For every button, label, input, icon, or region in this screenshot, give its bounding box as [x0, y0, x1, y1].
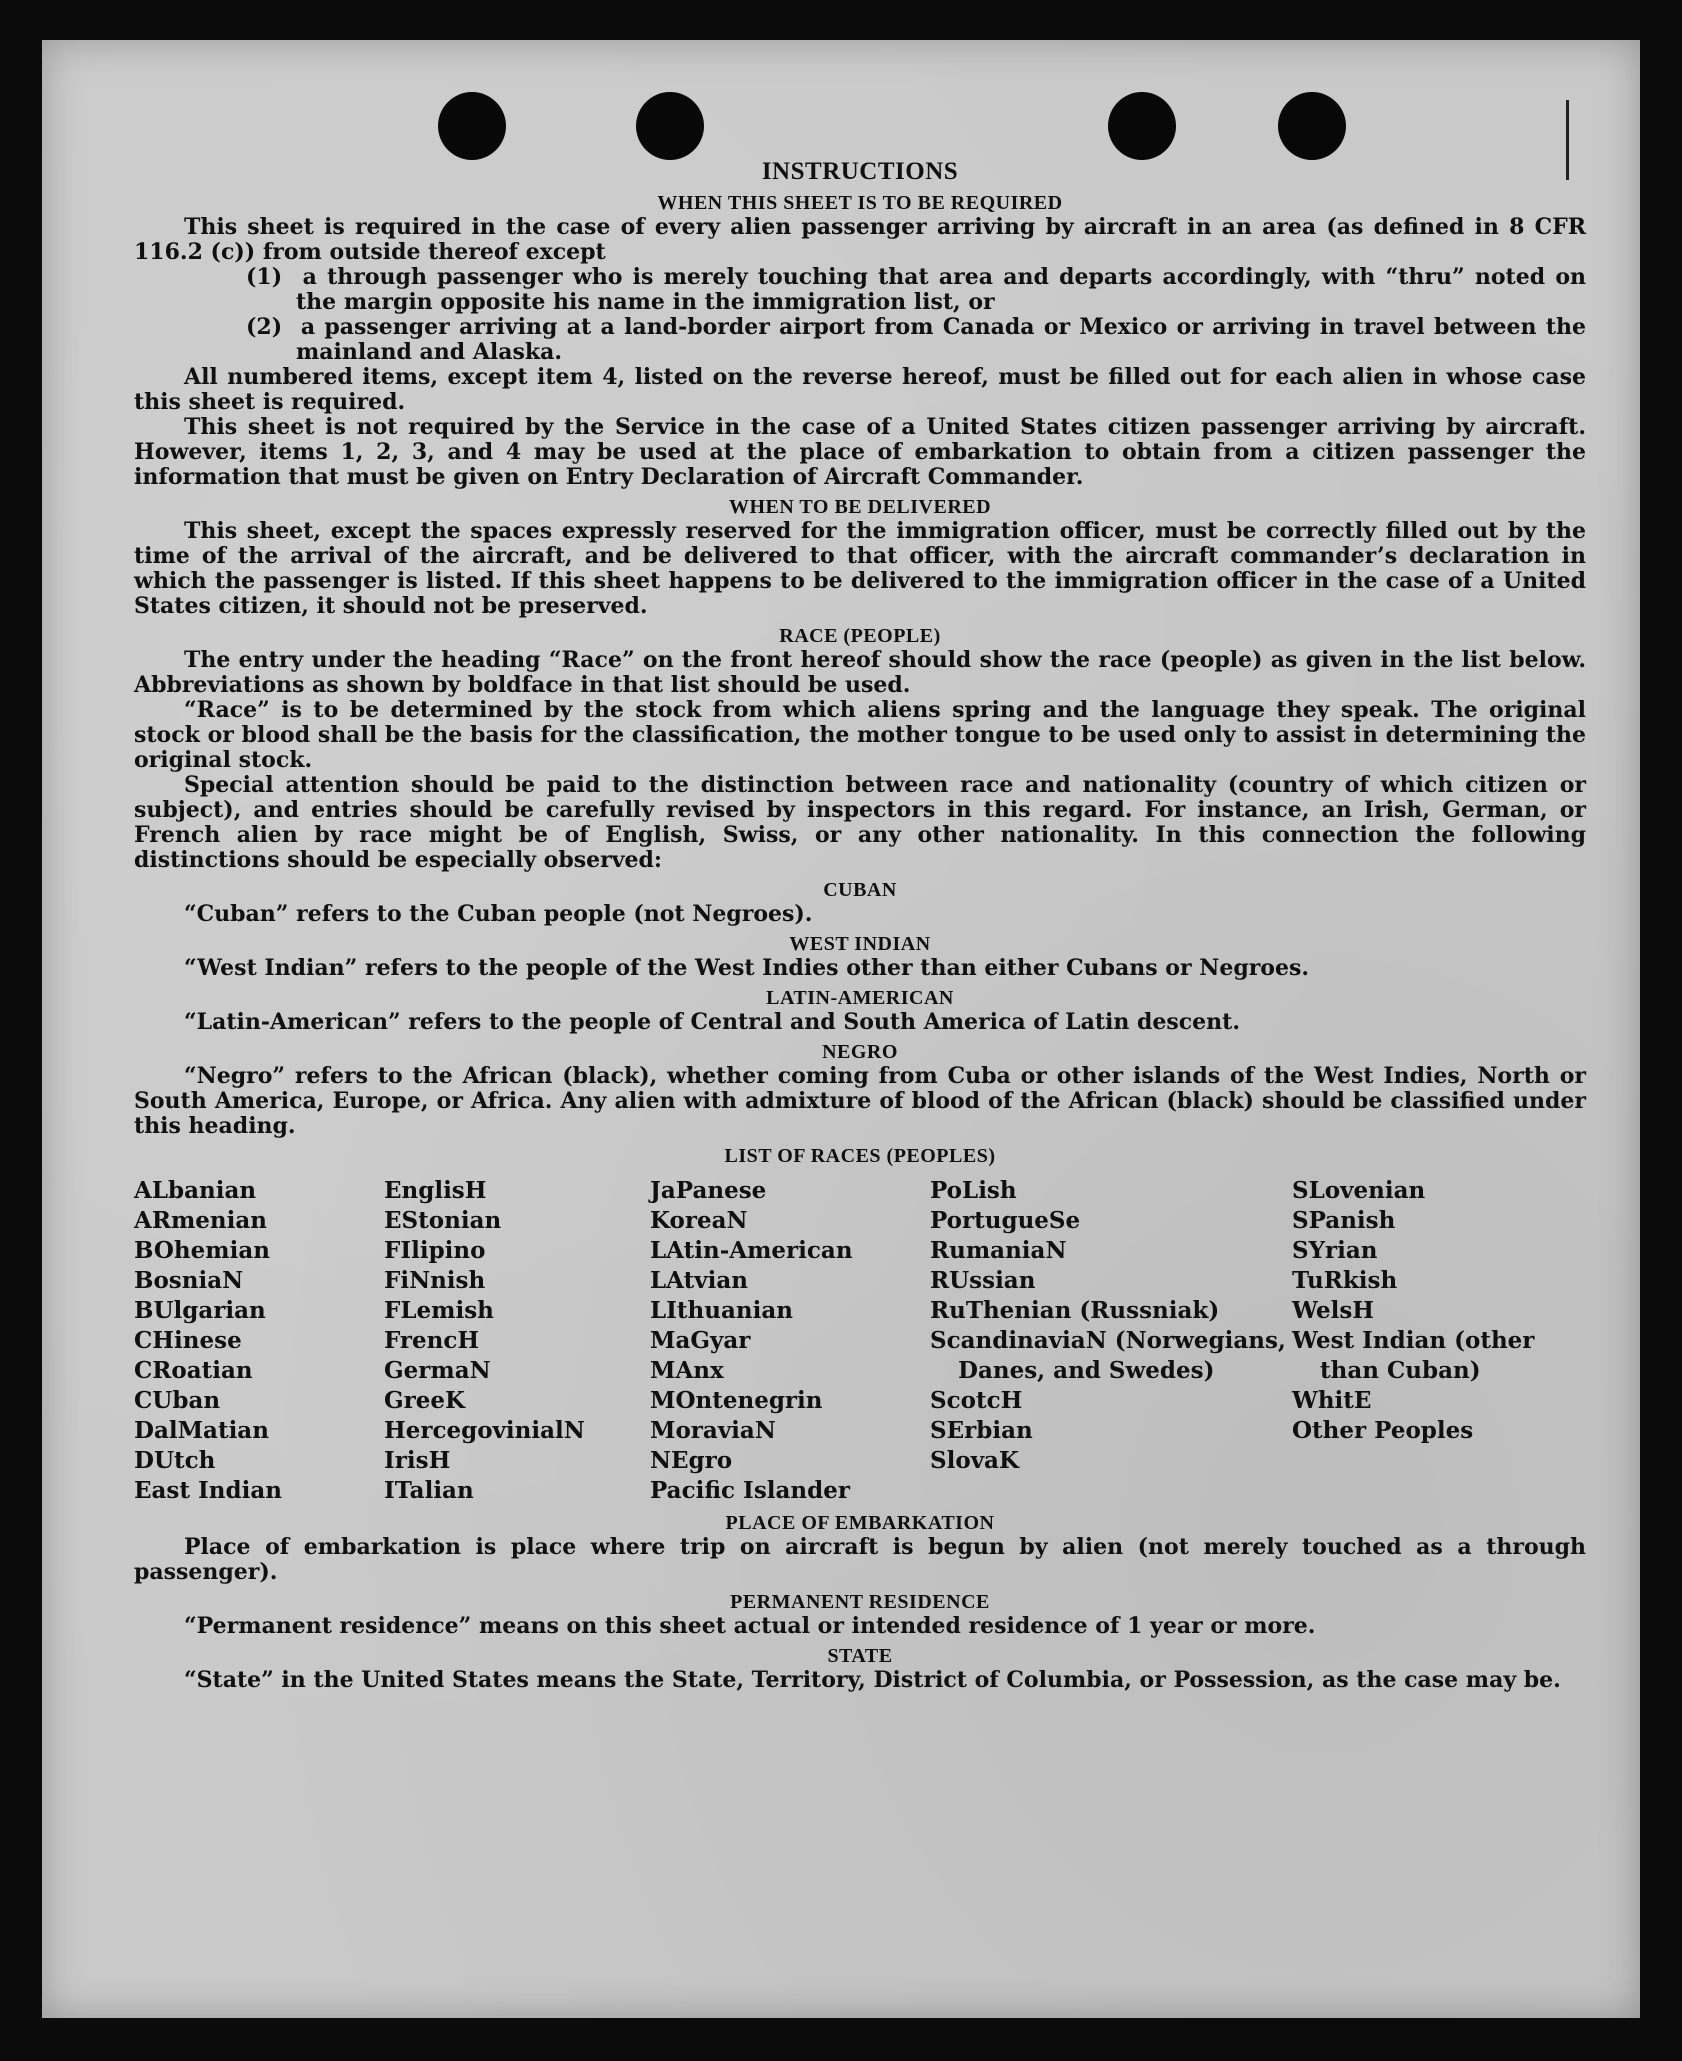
- race-entry: CUban: [134, 1387, 221, 1414]
- race-entry: SlovaK: [930, 1447, 1019, 1474]
- race-entry: IrisH: [384, 1447, 451, 1474]
- race-entry: NEgro: [650, 1447, 733, 1474]
- paragraph: This sheet is not required by the Service in the case of a United States citizen passenger arriving by aircraft. However, items 1, 2, 3, and 4 may be used at the place of embarkation to obtain from a citizen passenger the information that must be given on Entry Declaration of Aircraft Commander.: [134, 414, 1586, 490]
- page-title: INSTRUCTIONS: [761, 158, 959, 185]
- race-entry: LAtvian: [650, 1267, 748, 1294]
- section-heading: RACE (PEOPLE): [779, 625, 941, 647]
- paragraph: Special attention should be paid to the distinction between race and nationality (country of which citizen or subject), and entries should be carefully revised by inspectors in this regard. For instance, an Irish, German, or French alien by race might be of English, Swiss, or any other nationality. In this connection the following distinctions should be especially observed:: [134, 772, 1586, 873]
- race-entry: BUlgarian: [134, 1297, 266, 1324]
- race-column: [1292, 1176, 1552, 1506]
- race-entry: EnglisH: [384, 1177, 487, 1204]
- race-entry: BosniaN: [134, 1267, 244, 1294]
- paragraph: All numbered items, except item 4, listed on the reverse hereof, must be filled out for each alien in whose case this sheet is required.: [134, 364, 1586, 415]
- race-entry: LAtin-American: [650, 1237, 853, 1264]
- race-entry: West Indian (other than Cuban): [1292, 1327, 1535, 1384]
- race-entry: SErbian: [930, 1417, 1033, 1444]
- race-entry: RUssian: [930, 1267, 1036, 1294]
- paragraph: “Cuban” refers to the Cuban people (not Negroes).: [184, 901, 813, 927]
- section-heading: STATE: [827, 1645, 893, 1667]
- race-entry: FiNnish: [384, 1267, 486, 1294]
- race-list: [134, 1176, 1586, 1506]
- paragraph: “Negro” refers to the African (black), whether coming from Cuba or other islands of the West Indies, North or South America, Europe, or Africa. Any alien with admixture of blood of the African (black) should be classified under this heading.: [134, 1063, 1586, 1139]
- race-entry: FIlipino: [384, 1237, 486, 1264]
- section-heading: CUBAN: [823, 879, 897, 901]
- race-entry: KoreaN: [650, 1207, 748, 1234]
- paragraph: “Latin-American” refers to the people of Central and South America of Latin descent.: [184, 1009, 1240, 1035]
- race-entry: SYrian: [1292, 1237, 1378, 1264]
- paragraph: The entry under the heading “Race” on the front hereof should show the race (people) as given in the list below. Abbreviations as shown by boldface in that list should be used.: [134, 647, 1586, 698]
- section-heading: WHEN TO BE DELIVERED: [728, 496, 992, 518]
- instructions-body: [134, 114, 1586, 1693]
- section-heading: NEGRO: [822, 1041, 898, 1063]
- race-entry: CRoatian: [134, 1357, 253, 1384]
- race-entry: FLemish: [384, 1297, 494, 1324]
- race-entry: TuRkish: [1292, 1267, 1398, 1294]
- paragraph: This sheet is required in the case of every alien passenger arriving by aircraft in an area (as defined in 8 CFR 116.2 (c)) from outside thereof except: [134, 214, 1586, 265]
- race-entry: WelsH: [1292, 1297, 1375, 1324]
- race-entry: ScotcH: [930, 1387, 1023, 1414]
- race-entry: SLovenian: [1292, 1177, 1426, 1204]
- race-entry: RumaniaN: [930, 1237, 1067, 1264]
- paragraph: “Race” is to be determined by the stock from which aliens spring and the language they speak. The original stock or blood shall be the basis for the classification, the mother tongue to be used only to assist in determining the original stock.: [134, 697, 1586, 773]
- race-entry: CHinese: [134, 1327, 242, 1354]
- races-heading: LIST OF RACES (PEOPLES): [724, 1145, 996, 1167]
- race-entry: GermaN: [384, 1357, 491, 1384]
- race-entry: SPanish: [1292, 1207, 1396, 1234]
- race-entry: MoraviaN: [650, 1417, 776, 1444]
- section-heading: PLACE OF EMBARKATION: [725, 1512, 995, 1534]
- section-heading: LATIN-AMERICAN: [766, 987, 954, 1009]
- race-entry: FrencH: [384, 1327, 480, 1354]
- race-entry: Pacific Islander: [650, 1477, 850, 1504]
- item-number: (1): [246, 264, 283, 290]
- race-entry: MAnx: [650, 1357, 724, 1384]
- section-heading: WEST INDIAN: [789, 933, 931, 955]
- race-entry: GreeK: [384, 1387, 466, 1414]
- race-entry: ITalian: [384, 1477, 474, 1504]
- race-entry: ScandinaviaN (Norwegians, Danes, and Swedes): [930, 1327, 1286, 1384]
- section-heading: WHEN THIS SHEET IS TO BE REQUIRED: [657, 192, 1063, 214]
- race-entry: ALbanian: [134, 1177, 257, 1204]
- paragraph: This sheet, except the spaces expressly reserved for the immigration officer, must be correctly filled out by the time of the arrival of the aircraft, and be delivered to that officer, with the aircraft commander’s declaration in which the passenger is listed. If this sheet happens to be delivered to the immigration officer in the case of a United States citizen, it should not be preserved.: [134, 518, 1586, 619]
- item-text: a through passenger who is merely touching that area and departs accordingly, with “thru” noted on the margin opposite his name in the immigration list, or: [296, 264, 1586, 315]
- race-entry: PoLish: [930, 1177, 1017, 1204]
- race-entry: PortugueSe: [930, 1207, 1081, 1234]
- exception-item: [246, 265, 1586, 315]
- race-column: [134, 1176, 384, 1506]
- race-entry: WhitE: [1292, 1387, 1372, 1414]
- race-column: [930, 1176, 1292, 1506]
- race-entry: MOntenegrin: [650, 1387, 823, 1414]
- race-entry: EStonian: [384, 1207, 502, 1234]
- item-text: a passenger arriving at a land-border airport from Canada or Mexico or arriving in travel between the mainland and Alaska.: [296, 314, 1586, 365]
- race-entry: Other Peoples: [1292, 1417, 1474, 1444]
- race-entry: East Indian: [134, 1477, 282, 1504]
- item-number: (2): [246, 314, 283, 340]
- section-heading: PERMANENT RESIDENCE: [730, 1591, 990, 1613]
- document-sheet: [42, 40, 1640, 2018]
- paragraph: “State” in the United States means the State, Territory, District of Columbia, or Possession, as the case may be.: [184, 1667, 1561, 1693]
- race-entry: LIthuanian: [650, 1297, 793, 1324]
- race-entry: DalMatian: [134, 1417, 269, 1444]
- race-entry: DUtch: [134, 1447, 216, 1474]
- race-entry: ARmenian: [134, 1207, 268, 1234]
- race-entry: JaPanese: [650, 1177, 767, 1204]
- race-entry: RuThenian (Russniak): [930, 1297, 1220, 1324]
- race-entry: BOhemian: [134, 1237, 270, 1264]
- race-entry: HercegovinialN: [384, 1417, 585, 1444]
- race-column: [650, 1176, 930, 1506]
- paragraph: Place of embarkation is place where trip on aircraft is begun by alien (not merely touched as a through passenger).: [134, 1534, 1586, 1585]
- exception-item: [246, 315, 1586, 365]
- race-entry: MaGyar: [650, 1327, 751, 1354]
- paragraph: “West Indian” refers to the people of the West Indies other than either Cubans or Negroes.: [184, 955, 1310, 981]
- race-column: [384, 1176, 650, 1506]
- paragraph: “Permanent residence” means on this sheet actual or intended residence of 1 year or more.: [184, 1613, 1316, 1639]
